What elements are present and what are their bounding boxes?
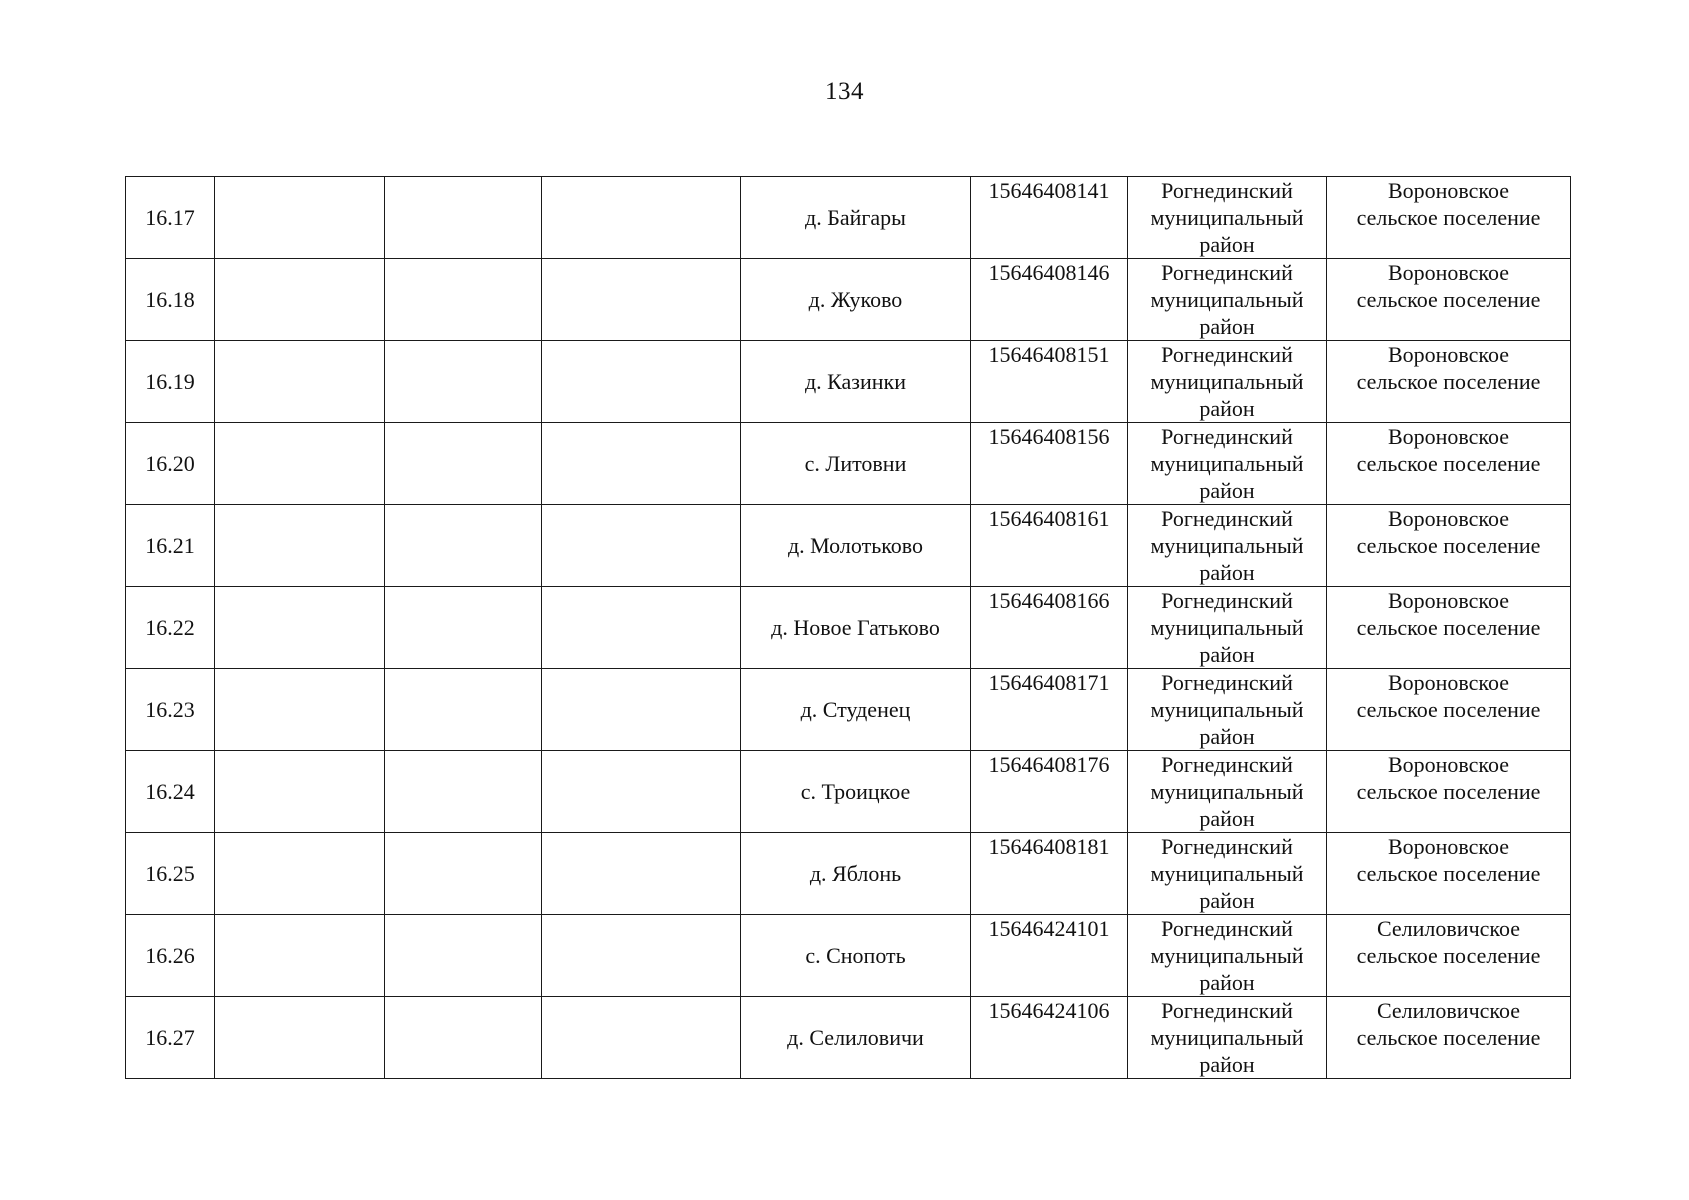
row-number-cell: 16.23 <box>126 669 215 751</box>
oktmo-code-cell: 15646408141 <box>971 177 1128 259</box>
settlement-line: сельское поселение <box>1356 615 1541 640</box>
table-row <box>126 587 1571 669</box>
district-line: район <box>1199 642 1255 667</box>
settlement-cell <box>1327 505 1571 587</box>
empty-cell <box>385 177 542 259</box>
empty-cell <box>542 997 741 1079</box>
settlement-line: Вороновское <box>1387 670 1510 695</box>
settlement-cell <box>1327 751 1571 833</box>
locality-name-cell: д. Казинки <box>741 341 971 423</box>
empty-cell <box>542 915 741 997</box>
settlement-line: Вороновское <box>1387 588 1510 613</box>
table-row <box>126 177 1571 259</box>
settlement-line: сельское поселение <box>1356 779 1541 804</box>
settlement-line: сельское поселение <box>1356 533 1541 558</box>
empty-cell <box>385 751 542 833</box>
locality-name-cell: д. Яблонь <box>741 833 971 915</box>
empty-cell <box>385 505 542 587</box>
table-body <box>126 177 1571 1079</box>
settlement-cell <box>1327 423 1571 505</box>
settlement-line: Вороновское <box>1387 752 1510 777</box>
district-line: муниципальный <box>1150 861 1304 886</box>
empty-cell <box>215 505 385 587</box>
locality-name-cell: д. Байгары <box>741 177 971 259</box>
row-number-cell: 16.21 <box>126 505 215 587</box>
district-line: район <box>1199 970 1255 995</box>
district-cell <box>1128 259 1327 341</box>
row-number-cell: 16.17 <box>126 177 215 259</box>
district-line: муниципальный <box>1150 943 1304 968</box>
settlement-line: Селиловичское <box>1376 998 1521 1023</box>
district-line: Рогнединский <box>1161 752 1293 777</box>
district-line: Рогнединский <box>1161 588 1293 613</box>
district-cell <box>1128 751 1327 833</box>
district-line: Рогнединский <box>1161 834 1293 859</box>
district-line: Рогнединский <box>1161 670 1293 695</box>
empty-cell <box>215 177 385 259</box>
district-line: Рогнединский <box>1161 998 1293 1023</box>
settlement-line: Вороновское <box>1387 424 1510 449</box>
empty-cell <box>215 915 385 997</box>
settlement-cell <box>1327 997 1571 1079</box>
district-line: район <box>1199 724 1255 749</box>
settlement-line: Вороновское <box>1387 834 1510 859</box>
empty-cell <box>215 423 385 505</box>
settlement-line: сельское поселение <box>1356 369 1541 394</box>
settlement-line: сельское поселение <box>1356 943 1541 968</box>
settlement-cell <box>1327 915 1571 997</box>
district-line: район <box>1199 396 1255 421</box>
settlement-line: сельское поселение <box>1356 451 1541 476</box>
locality-name-cell: д. Студенец <box>741 669 971 751</box>
empty-cell <box>215 751 385 833</box>
district-line: Рогнединский <box>1161 178 1293 203</box>
row-number-cell: 16.26 <box>126 915 215 997</box>
district-line: район <box>1199 888 1255 913</box>
district-cell <box>1128 833 1327 915</box>
empty-cell <box>385 587 542 669</box>
empty-cell <box>385 423 542 505</box>
empty-cell <box>385 833 542 915</box>
settlement-line: сельское поселение <box>1356 287 1541 312</box>
oktmo-code-cell: 15646408176 <box>971 751 1128 833</box>
row-number-cell: 16.20 <box>126 423 215 505</box>
district-cell <box>1128 997 1327 1079</box>
district-cell <box>1128 915 1327 997</box>
table-row <box>126 669 1571 751</box>
district-line: район <box>1199 806 1255 831</box>
district-cell <box>1128 587 1327 669</box>
settlement-cell <box>1327 177 1571 259</box>
district-line: Рогнединский <box>1161 424 1293 449</box>
oktmo-code-cell: 15646408156 <box>971 423 1128 505</box>
empty-cell <box>215 341 385 423</box>
row-number-cell: 16.27 <box>126 997 215 1079</box>
empty-cell <box>542 751 741 833</box>
district-line: район <box>1199 1052 1255 1077</box>
settlement-cell <box>1327 587 1571 669</box>
empty-cell <box>215 833 385 915</box>
empty-cell <box>385 669 542 751</box>
table-row <box>126 915 1571 997</box>
settlement-cell <box>1327 341 1571 423</box>
oktmo-code-cell: 15646408166 <box>971 587 1128 669</box>
district-line: муниципальный <box>1150 287 1304 312</box>
table-row <box>126 997 1571 1079</box>
district-line: Рогнединский <box>1161 260 1293 285</box>
settlements-table <box>125 176 1571 1079</box>
row-number-cell: 16.24 <box>126 751 215 833</box>
district-line: район <box>1199 314 1255 339</box>
table-row <box>126 751 1571 833</box>
district-cell <box>1128 177 1327 259</box>
empty-cell <box>385 915 542 997</box>
empty-cell <box>385 997 542 1079</box>
empty-cell <box>542 587 741 669</box>
district-line: муниципальный <box>1150 451 1304 476</box>
empty-cell <box>215 997 385 1079</box>
locality-name-cell: с. Литовни <box>741 423 971 505</box>
empty-cell <box>542 505 741 587</box>
district-line: муниципальный <box>1150 205 1304 230</box>
district-cell <box>1128 341 1327 423</box>
district-line: Рогнединский <box>1161 916 1293 941</box>
settlement-line: Селиловичское <box>1376 916 1521 941</box>
district-line: Рогнединский <box>1161 342 1293 367</box>
locality-name-cell: д. Селиловичи <box>741 997 971 1079</box>
settlement-cell <box>1327 833 1571 915</box>
settlement-line: Вороновское <box>1387 178 1510 203</box>
empty-cell <box>215 259 385 341</box>
empty-cell <box>542 669 741 751</box>
row-number-cell: 16.25 <box>126 833 215 915</box>
district-line: район <box>1199 232 1255 257</box>
table-row <box>126 833 1571 915</box>
settlement-line: сельское поселение <box>1356 861 1541 886</box>
oktmo-code-cell: 15646408161 <box>971 505 1128 587</box>
oktmo-code-cell: 15646408171 <box>971 669 1128 751</box>
settlement-line: сельское поселение <box>1356 697 1541 722</box>
district-cell <box>1128 423 1327 505</box>
empty-cell <box>385 259 542 341</box>
oktmo-code-cell: 15646424106 <box>971 997 1128 1079</box>
empty-cell <box>542 177 741 259</box>
empty-cell <box>542 259 741 341</box>
oktmo-code-cell: 15646408151 <box>971 341 1128 423</box>
settlement-line: Вороновское <box>1387 506 1510 531</box>
district-line: муниципальный <box>1150 533 1304 558</box>
empty-cell <box>385 341 542 423</box>
settlement-line: Вороновское <box>1387 260 1510 285</box>
locality-name-cell: д. Молотьково <box>741 505 971 587</box>
row-number-cell: 16.22 <box>126 587 215 669</box>
row-number-cell: 16.18 <box>126 259 215 341</box>
locality-name-cell: д. Жуково <box>741 259 971 341</box>
settlement-cell <box>1327 259 1571 341</box>
oktmo-code-cell: 15646424101 <box>971 915 1128 997</box>
empty-cell <box>215 669 385 751</box>
page-number: 134 <box>825 78 864 105</box>
district-line: муниципальный <box>1150 697 1304 722</box>
settlement-line: сельское поселение <box>1356 205 1541 230</box>
locality-name-cell: с. Снопоть <box>741 915 971 997</box>
locality-name-cell: с. Троицкое <box>741 751 971 833</box>
district-cell <box>1128 669 1327 751</box>
oktmo-code-cell: 15646408181 <box>971 833 1128 915</box>
empty-cell <box>542 423 741 505</box>
district-line: Рогнединский <box>1161 506 1293 531</box>
district-line: муниципальный <box>1150 369 1304 394</box>
register-table-container <box>125 176 1571 1079</box>
table-row <box>126 423 1571 505</box>
empty-cell <box>542 341 741 423</box>
district-line: муниципальный <box>1150 779 1304 804</box>
district-line: район <box>1199 560 1255 585</box>
district-line: район <box>1199 478 1255 503</box>
table-row <box>126 505 1571 587</box>
empty-cell <box>215 587 385 669</box>
oktmo-code-cell: 15646408146 <box>971 259 1128 341</box>
table-row <box>126 341 1571 423</box>
table-row <box>126 259 1571 341</box>
district-line: муниципальный <box>1150 615 1304 640</box>
empty-cell <box>542 833 741 915</box>
settlement-line: Вороновское <box>1387 342 1510 367</box>
settlement-cell <box>1327 669 1571 751</box>
district-line: муниципальный <box>1150 1025 1304 1050</box>
settlement-line: сельское поселение <box>1356 1025 1541 1050</box>
district-cell <box>1128 505 1327 587</box>
row-number-cell: 16.19 <box>126 341 215 423</box>
locality-name-cell: д. Новое Гатьково <box>741 587 971 669</box>
